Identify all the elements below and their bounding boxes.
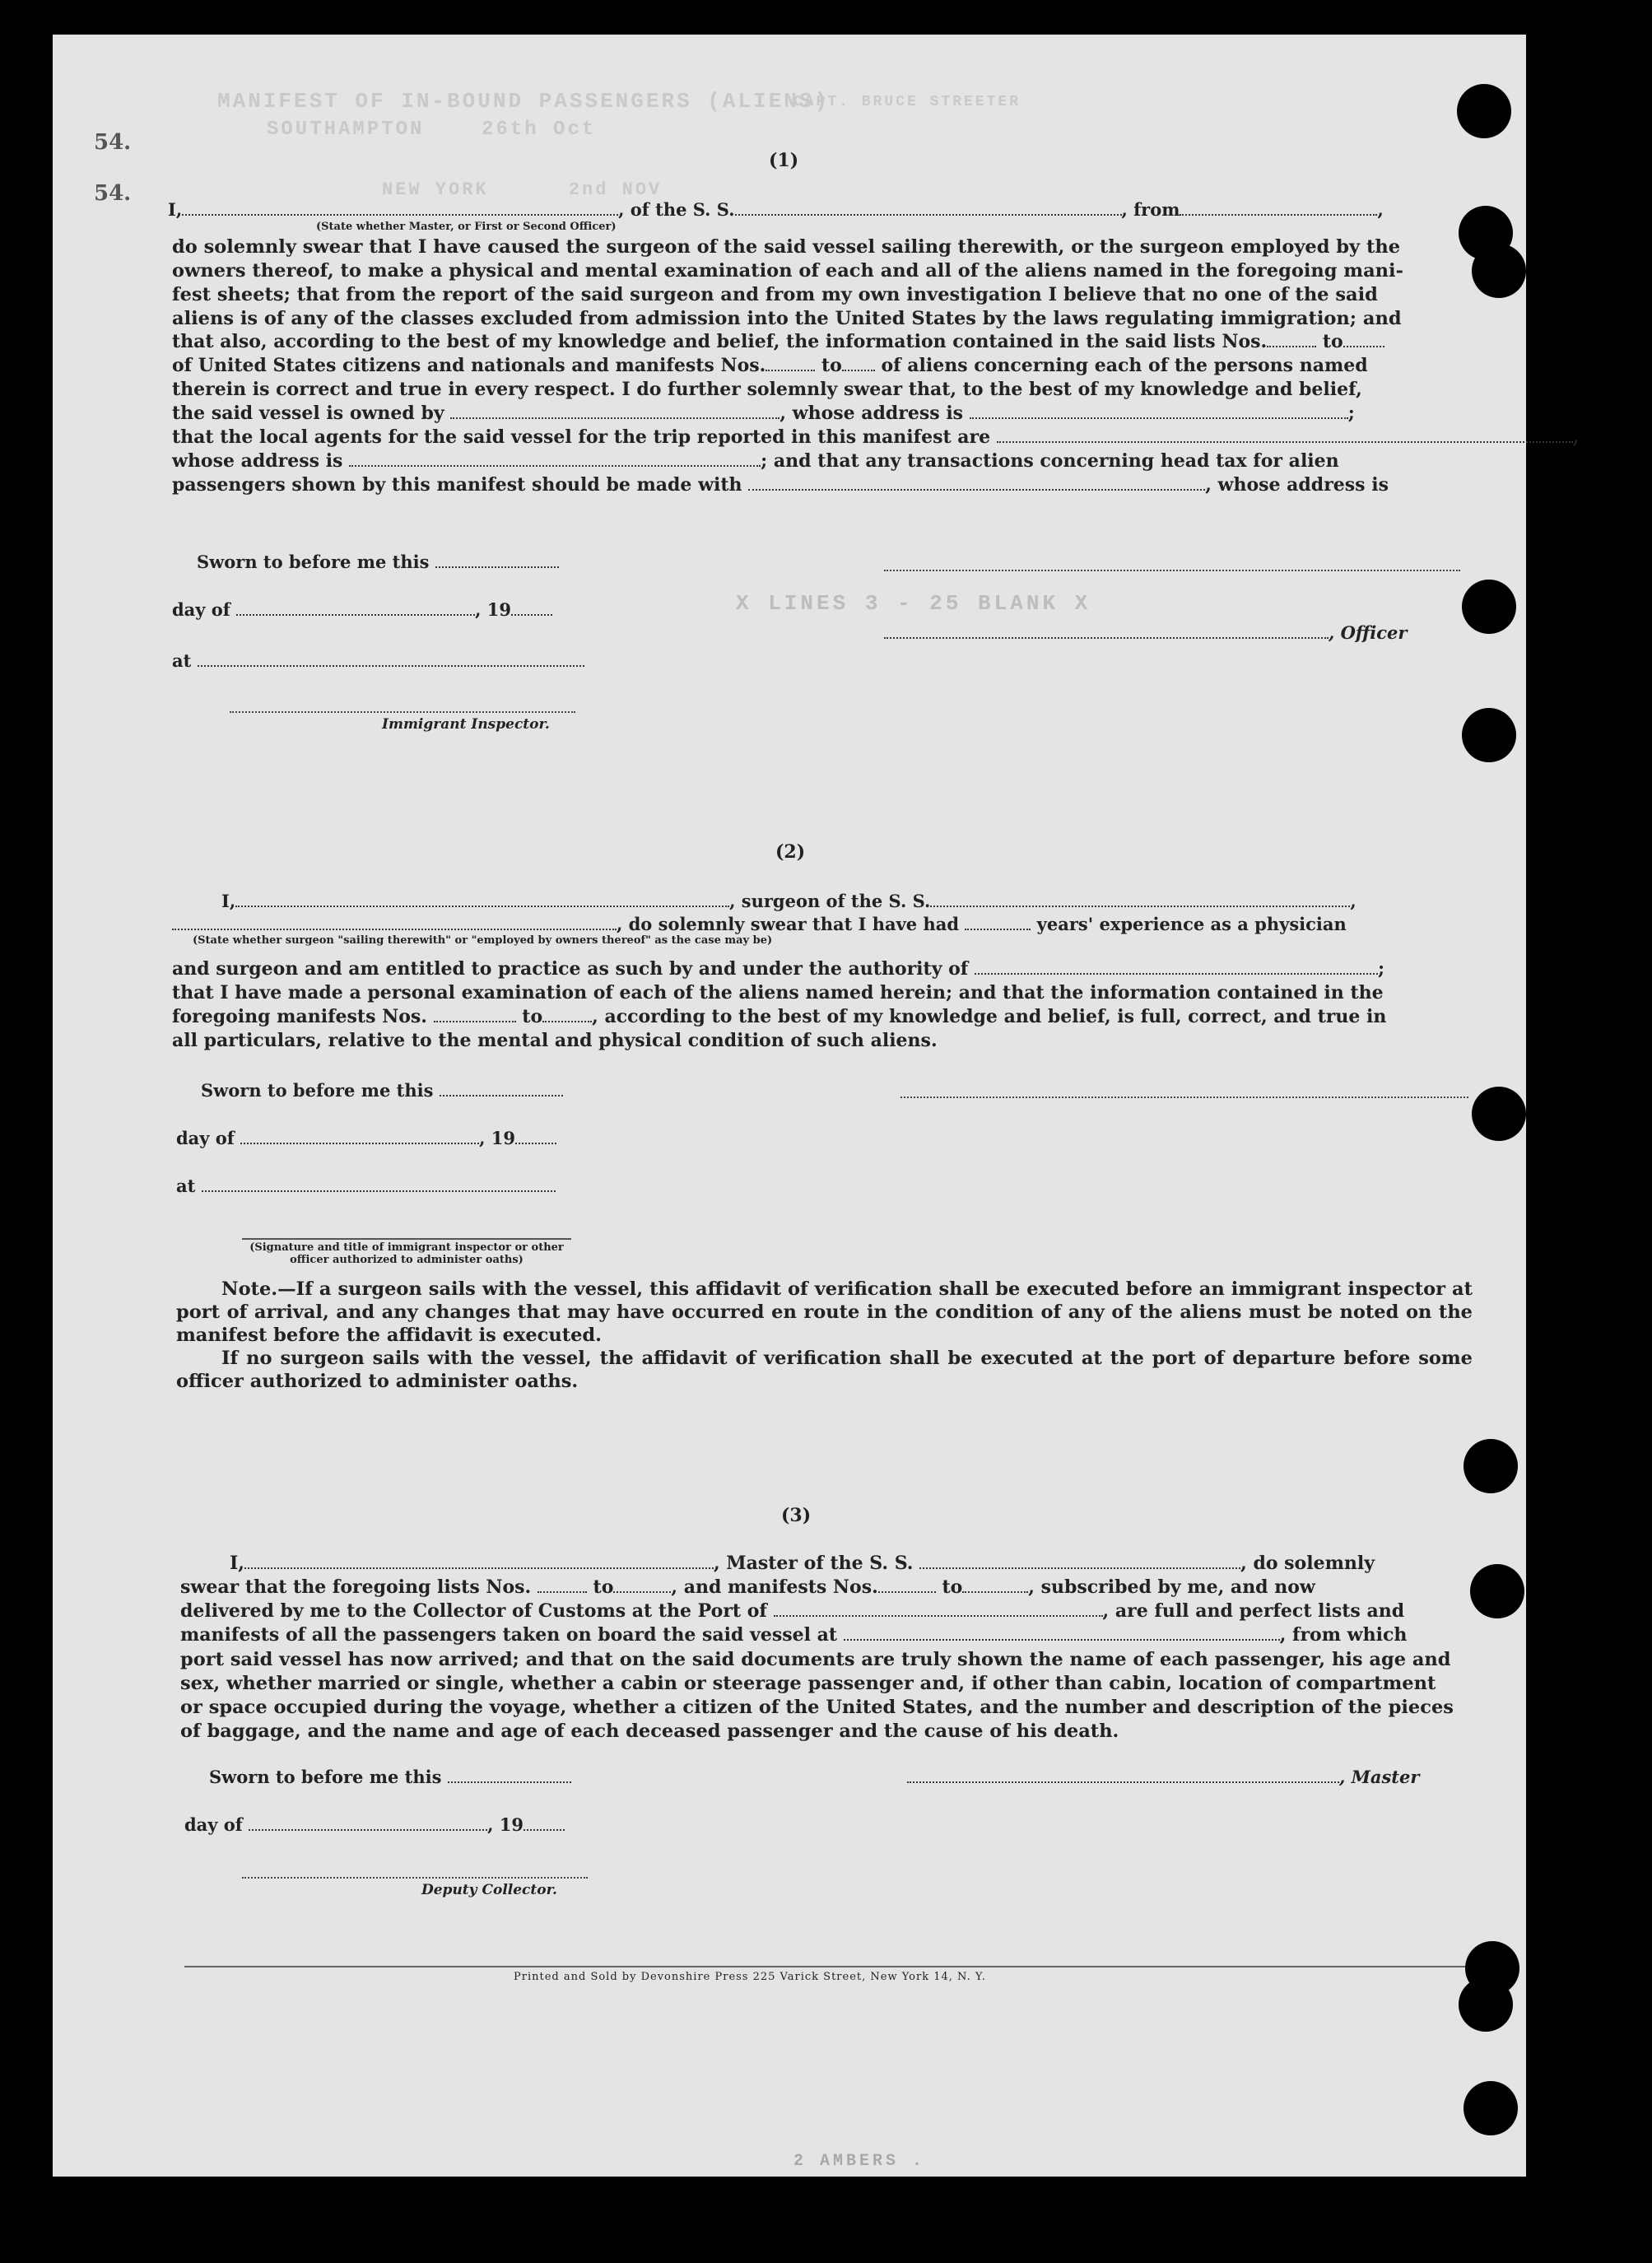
binder-hole xyxy=(1472,1087,1526,1141)
s3-master: , Master xyxy=(907,1767,1419,1787)
note-label: Note. xyxy=(221,1278,278,1300)
s1-line-manifests: of United States citizens and nationals and manifests Nos. to of aliens concerning each of the persons named xyxy=(172,355,1368,376)
s3-body-line: port said vessel has now arrived; and that on the said documents are truly shown the name of each passenger, his age and xyxy=(180,1649,1451,1670)
s3-line-1: I, , Master of the S. S. , do solemnly xyxy=(230,1553,1375,1574)
s2-signature-caption: (Signature and title of immigrant inspector or other officer authorized to administer oaths) xyxy=(249,1241,564,1266)
binder-hole xyxy=(1464,2081,1518,2135)
footer-rule xyxy=(184,1966,1477,1967)
s3-sworn: Sworn to before me this xyxy=(209,1767,571,1787)
s3-body-line: sex, whether married or single, whether a cabin or steerage passenger and, if other than cabin, location of compartment xyxy=(180,1673,1436,1694)
s1-line-agents: that the local agents for the said vessel for the trip reported in this manifest are , xyxy=(172,426,1580,448)
printer-imprint: Printed and Sold by Devonshire Press 225 Varick Street, New York 14, N. Y. xyxy=(514,1971,986,1983)
s1-body-line: do solemnly swear that I have caused the surgeon of the said vessel sailing therewith, or the surgeon employed by the xyxy=(172,236,1401,258)
s3-line-2: swear that the foregoing lists Nos. to , and manifests Nos. to , subscribed by me, and now xyxy=(180,1576,1315,1598)
binder-hole xyxy=(1462,580,1516,634)
s1-line-owned: the said vessel is owned by , whose address is ; xyxy=(172,403,1355,424)
s1-at: at xyxy=(172,650,584,671)
section-3-number: (3) xyxy=(781,1505,812,1526)
s1-officer-caption: (State whether Master, or First or Second Officer) xyxy=(316,221,617,233)
s3-body-line: or space occupied during the voyage, whether a citizen of the United States, and the number and description of the pieces xyxy=(180,1697,1454,1718)
s1-line-address: whose address is ; and that any transactions concerning head tax for alien xyxy=(172,450,1339,472)
binder-hole xyxy=(1470,1564,1524,1618)
s1-line-therein: therein is correct and true in every respect. I do further solemnly swear that, to the best of my knowledge and belief, xyxy=(172,379,1362,400)
s2-line-2: , do solemnly swear that I have had years' experience as a physician xyxy=(172,914,1347,934)
s1-sworn: Sworn to before me this xyxy=(197,552,559,572)
s2-line-1: I, , surgeon of the S. S. , xyxy=(221,891,1357,911)
s3-dayof: day of , 19 xyxy=(184,1814,565,1835)
s3-collector: Deputy Collector. xyxy=(421,1882,557,1898)
s2-line-3: and surgeon and am entitled to practice as such by and under the authority of ; xyxy=(172,958,1385,980)
margin-mark: 54. xyxy=(94,130,132,155)
s3-line-4: manifests of all the passengers taken on board the said vessel at , from which xyxy=(180,1624,1408,1646)
s2-signature-line xyxy=(242,1238,571,1240)
bleed-through-text: NEW YORK 2nd NOV xyxy=(382,179,663,200)
bleed-through-text: SOUTHAMPTON 26th Oct xyxy=(267,119,597,141)
bleed-through-text: MANIFEST OF IN-BOUND PASSENGERS (ALIENS) xyxy=(217,89,831,114)
s1-inspector: Immigrant Inspector. xyxy=(382,716,550,733)
s2-officer-line xyxy=(900,1097,1468,1098)
s2-note: Note.—If a surgeon sails with the vessel, this affidavit of verification shall be executed before an immigrant inspector at port of arrival, and any changes that may have occurred en route in the condition of any of the aliens must be noted on the manifest before the affidavit is executed. If no surgeon sails with the vessel, the affidavit of verification shall be executed at the port of departure before some officer authorized to administer oaths. xyxy=(176,1278,1473,1392)
s3-body xyxy=(180,1648,1473,1744)
s1-body-line: aliens is of any of the classes excluded from admission into the United States by the laws regulating immigration; and xyxy=(172,308,1402,329)
s2-line-4: that I have made a personal examination of each of the aliens named herein; and that the information contained in the xyxy=(172,982,1384,1003)
s1-officer-line-top xyxy=(884,570,1460,571)
binder-hole xyxy=(1462,708,1516,762)
s2-surgeon-caption: (State whether surgeon "sailing therewith" or "employed by owners thereof" as the case may be) xyxy=(193,934,773,947)
s3-collector-line xyxy=(242,1877,588,1879)
s3-body-line: of baggage, and the name and age of each deceased passenger and the cause of his death. xyxy=(180,1721,1119,1742)
binder-hole xyxy=(1472,244,1526,298)
bleed-through-text: CAPT. BRUCE STREETER xyxy=(793,94,1021,110)
s1-body xyxy=(172,235,1464,331)
s2-dayof: day of , 19 xyxy=(176,1128,556,1148)
binder-hole xyxy=(1464,1439,1518,1493)
s1-body-line: owners thereof, to make a physical and mental examination of each and all of the aliens named in the foregoing mani- xyxy=(172,260,1403,282)
s1-inspector-line xyxy=(230,711,575,713)
s2-note-2: If no surgeon sails with the vessel, the affidavit of verification shall be executed at the port of departure before some officer authorized to administer oaths. xyxy=(176,1348,1473,1392)
faint-stamp: X LINES 3 - 25 BLANK X xyxy=(736,591,1091,616)
s2-sworn: Sworn to before me this xyxy=(201,1080,563,1101)
form-page xyxy=(53,35,1580,2177)
faint-stamp: 2 AMBERS . xyxy=(793,2152,926,2171)
s1-officer: , Officer xyxy=(884,622,1407,643)
s3-line-3: delivered by me to the Collector of Customs at the Port of , are full and perfect lists and xyxy=(180,1600,1405,1622)
s1-line-lists: that also, according to the best of my knowledge and belief, the information contained in the said lists Nos. to xyxy=(172,331,1384,352)
section-1-number: (1) xyxy=(769,150,799,171)
s1-line-headtax: passengers shown by this manifest should be made with , whose address is xyxy=(172,474,1389,496)
s2-line-5: foregoing manifests Nos. to , according to the best of my knowledge and belief, is full, correct, and true in xyxy=(172,1006,1387,1027)
section-2-number: (2) xyxy=(775,841,806,863)
s1-dayof: day of , 19 xyxy=(172,599,552,620)
s2-line-6: all particulars, relative to the mental and physical condition of such aliens. xyxy=(172,1030,938,1051)
margin-mark: 54. xyxy=(94,181,132,206)
s1-body-line: fest sheets; that from the report of the said surgeon and from my own investigation I believe that no one of the said xyxy=(172,284,1378,305)
binder-hole xyxy=(1459,1977,1513,2032)
s1-line-1: I, , of the S. S. , from , xyxy=(168,199,1384,220)
s2-at: at xyxy=(176,1176,556,1196)
binder-hole xyxy=(1457,84,1511,138)
